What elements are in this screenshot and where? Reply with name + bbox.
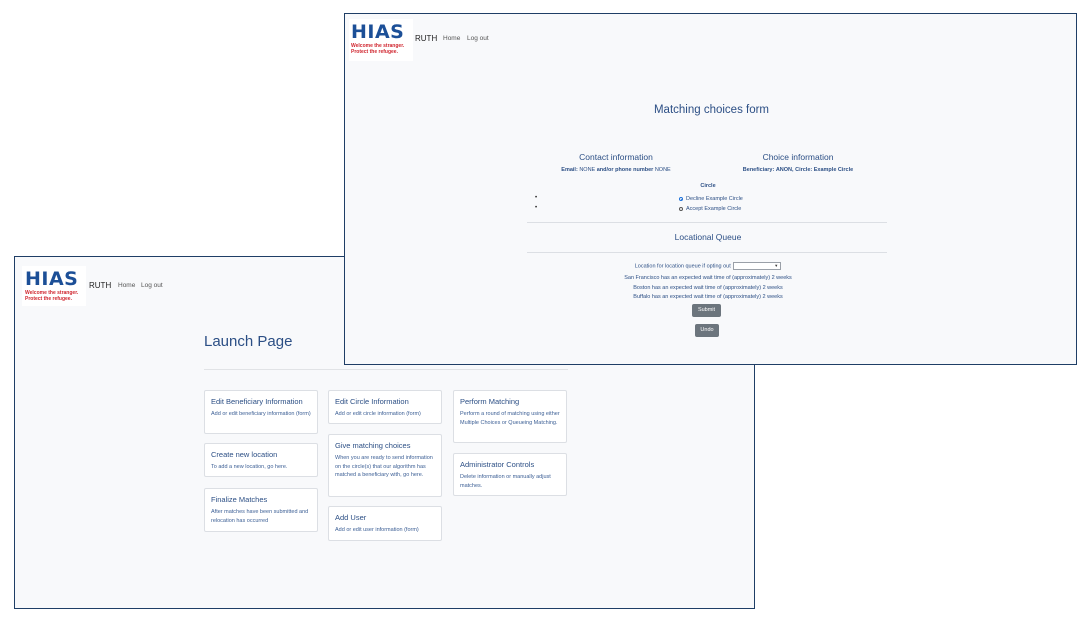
phone-value: NONE [654,167,671,173]
card-text: Add or edit user information (form) [335,527,419,533]
card-perform-matching[interactable] [453,390,567,443]
location-select-row [345,262,1071,270]
hias-logo[interactable] [349,19,413,61]
card-edit-circle[interactable] [328,390,442,424]
title-divider [204,369,568,370]
card-title[interactable]: Administrator Controls [460,460,535,469]
card-create-location[interactable] [204,443,318,477]
card-text: After matches have been submitted and relocation has occurred [211,509,309,524]
radio-decline[interactable] [679,196,743,202]
choice-info-title: Choice information [762,152,834,162]
card-title[interactable]: Edit Beneficiary Information [211,397,303,406]
card-text: Add or edit circle information (form) [335,411,421,417]
form-title: Matching choices form [653,104,770,116]
navbar-brand[interactable]: RUTH [89,281,112,290]
chevron-down-icon: ▼ [774,263,779,268]
logo-tagline-1: Welcome the stranger. [351,43,405,49]
nav-logout-link[interactable]: Log out [467,35,489,42]
matching-form-window [344,13,1077,365]
card-text: Add or edit beneficiary information (form) [211,411,311,417]
navbar-brand[interactable]: RUTH [415,34,438,43]
card-edit-beneficiary[interactable] [204,390,318,434]
beneficiary-value: ANON, [775,167,794,173]
logo-tagline-1: Welcome the stranger. [25,290,79,296]
email-value: NONE [579,167,596,173]
card-title[interactable]: Edit Circle Information [335,397,409,406]
card-text: Delete information or manually adjust matches. [460,474,551,489]
section-divider [527,252,887,253]
card-give-matching-choices[interactable] [328,434,442,497]
phone-label: and/or phone number [596,167,654,173]
locational-queue-title: Locational Queue [674,232,742,242]
radio-decline-label[interactable]: Decline Example Circle [686,196,743,202]
radio-decline-input[interactable] [679,197,683,201]
logo-tagline-2: Protect the refugee. [351,48,398,55]
card-text: To add a new location, go here. [211,464,288,470]
section-divider [527,222,887,223]
card-admin-controls[interactable] [453,453,567,496]
undo-button[interactable]: Undo [695,324,719,337]
nav-home-link[interactable]: Home [443,35,461,42]
logo-wordmark: HIAS [351,21,405,43]
radio-accept[interactable] [679,206,741,212]
circle-value: Example Circle [813,167,854,173]
bullet-dot: • [535,195,538,201]
wait-time-line: San Francisco has an expected wait time of (approximately) 2 weeks [624,275,792,281]
card-title[interactable]: Perform Matching [460,397,520,406]
card-title[interactable]: Create new location [211,450,278,459]
card-title[interactable]: Give matching choices [335,441,411,450]
radio-accept-label[interactable]: Accept Example Circle [686,206,742,212]
card-title[interactable]: Add User [335,513,367,522]
card-finalize-matches[interactable] [204,488,318,532]
wait-time-line: Boston has an expected wait time of (approximately) 2 weeks [633,285,783,291]
card-text: When you are ready to send information on the circle(s) that our algorithm has matched a beneficiary with, go here. [335,455,433,479]
page-title: Launch Page [204,333,293,350]
wait-time-line: Buffalo has an expected wait time of (approximately) 2 weeks [633,294,783,300]
choice-info-line [668,167,928,173]
location-select[interactable] [733,262,781,270]
contact-info-title: Contact information [579,152,653,162]
email-label: Email: [561,167,578,173]
card-title[interactable]: Finalize Matches [211,495,268,504]
circle-label: Circle: [795,167,813,173]
card-text: Perform a round of matching using either Multiple Choices or Queueing Matching. [460,411,560,426]
hias-logo[interactable] [22,266,86,306]
card-add-user[interactable] [328,506,442,541]
location-select-label: Location for location queue if opting out [634,263,731,270]
beneficiary-label: Beneficiary: [742,167,775,173]
submit-button[interactable]: Submit [692,304,721,317]
nav-home-link[interactable]: Home [118,282,136,289]
logo-tagline-2: Protect the refugee. [25,295,72,302]
radio-accept-input[interactable] [679,207,683,211]
circle-heading: Circle [700,183,716,189]
nav-logout-link[interactable]: Log out [141,282,163,289]
logo-wordmark: HIAS [25,268,79,290]
bullet-dot: • [535,205,538,211]
